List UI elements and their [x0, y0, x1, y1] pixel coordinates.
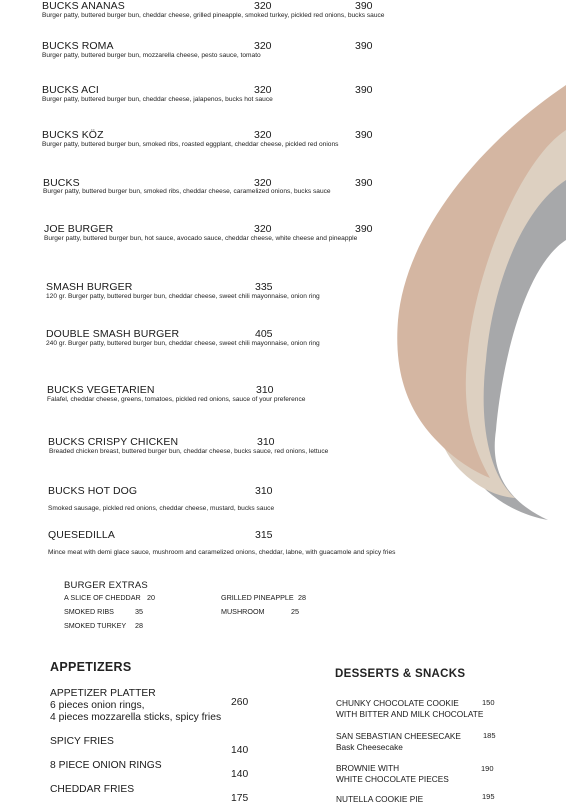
- section-title: DESSERTS & SNACKS: [335, 668, 466, 680]
- item-name: BUCKS CRISPY CHICKEN: [48, 436, 179, 448]
- item-name: SAN SEBASTIAN CHEESECAKE: [336, 731, 461, 741]
- item-price: 260: [231, 697, 249, 708]
- item-name: JOE BURGER: [44, 223, 114, 235]
- item-price: 190: [481, 764, 494, 773]
- item-price: 175: [231, 793, 249, 804]
- extra-price: 25: [291, 607, 299, 616]
- item-name: CHEDDAR FRIES: [50, 784, 135, 795]
- item-name: APPETIZER PLATTER: [50, 688, 156, 699]
- extra-name: SMOKED RIBS: [64, 607, 114, 616]
- item-price-double: 390: [355, 223, 373, 235]
- item-price: 150: [482, 698, 495, 707]
- item-name: BUCKS ACI: [42, 84, 99, 96]
- item-price-double: 390: [355, 129, 373, 141]
- extra-name: A SLICE OF CHEDDAR: [64, 593, 141, 602]
- item-price-single: 320: [254, 129, 272, 141]
- item-price: 310: [256, 384, 274, 396]
- item-detail: WHITE CHOCOLATE PIECES: [336, 774, 449, 784]
- item-description: Burger patty, buttered burger bun, smoked ribs, roasted eggplant, cheddar cheese, pickled red onions: [42, 141, 339, 148]
- item-description: Burger patty, buttered burger bun, smoked ribs, cheddar cheese, caramelized onions, bucks sauce: [43, 188, 331, 195]
- item-description: Breaded chicken breast, buttered burger bun, cheddar cheese, bucks sauce, red onions, lettuce: [49, 448, 329, 455]
- item-description: Smoked sausage, pickled red onions, cheddar cheese, mustard, bucks sauce: [48, 505, 275, 512]
- extra-name: MUSHROOM: [221, 607, 265, 616]
- extra-price: 28: [298, 593, 306, 602]
- item-price-double: 390: [355, 84, 373, 96]
- item-name: SPICY FRIES: [50, 736, 114, 747]
- extra-name: SMOKED TURKEY: [64, 621, 127, 630]
- extra-price: 20: [147, 593, 155, 602]
- item-description: Mince meat with demi glace sauce, mushroom and caramelized onions, cheddar, labne, with guacamole and spicy fries: [48, 549, 396, 556]
- item-price-single: 320: [254, 40, 272, 52]
- item-price: 335: [255, 281, 273, 293]
- item-price-single: 320: [254, 177, 272, 189]
- item-name: CHUNKY CHOCOLATE COOKIE: [336, 698, 459, 708]
- item-price: 140: [231, 769, 249, 780]
- item-price: 310: [257, 436, 275, 448]
- extra-price: 28: [135, 621, 143, 630]
- item-name: BUCKS: [43, 177, 80, 189]
- item-name: BUCKS VEGETARIEN: [47, 384, 155, 396]
- item-name: SMASH BURGER: [46, 281, 133, 293]
- section-title: APPETIZERS: [50, 660, 132, 674]
- item-detail: 6 pieces onion rings,: [50, 700, 145, 711]
- item-price-single: 320: [254, 84, 272, 96]
- item-description: Burger patty, buttered burger bun, cheddar cheese, grilled pineapple, smoked turkey, pickled red onions, bucks sauce: [42, 12, 385, 19]
- extras-title: BURGER EXTRAS: [64, 580, 148, 591]
- extra-price: 35: [135, 607, 143, 616]
- item-name: BROWNIE WITH: [336, 763, 400, 773]
- item-price-double: 390: [355, 0, 373, 12]
- item-price: 185: [483, 731, 496, 740]
- item-description: Falafel, cheddar cheese, greens, tomatoes, pickled red onions, sauce of your preference: [47, 396, 306, 403]
- item-name: NUTELLA COOKIE PIE: [336, 794, 424, 804]
- item-price: 315: [255, 529, 273, 541]
- item-name: BUCKS HOT DOG: [48, 485, 138, 497]
- item-description: 240 gr. Burger patty, buttered burger bun, cheddar cheese, sweet chili mayonnaise, onion ring: [46, 340, 320, 347]
- item-name: DOUBLE SMASH BURGER: [46, 328, 180, 340]
- item-price: 310: [255, 485, 273, 497]
- item-description: Burger patty, buttered burger bun, cheddar cheese, jalapenos, bucks hot sauce: [42, 96, 273, 103]
- extra-name: GRILLED PINEAPPLE: [221, 593, 294, 602]
- item-price-single: 320: [254, 223, 272, 235]
- item-detail: 4 pieces mozzarella sticks, spicy fries: [50, 712, 222, 723]
- item-name: BUCKS ANANAS: [42, 0, 125, 12]
- item-description: Burger patty, buttered burger bun, mozzarella cheese, pesto sauce, tomato: [42, 52, 261, 59]
- item-detail: WITH BITTER AND MILK CHOCOLATE: [336, 709, 484, 719]
- item-description: 120 gr. Burger patty, buttered burger bun, cheddar cheese, sweet chili mayonnaise, onion ring: [46, 293, 320, 300]
- item-price: 405: [255, 328, 273, 340]
- item-price: 140: [231, 745, 249, 756]
- item-description: Burger patty, buttered burger bun, hot sauce, avocado sauce, cheddar cheese, white cheese and pineapple: [44, 235, 358, 242]
- item-price-double: 390: [355, 40, 373, 52]
- item-name: BUCKS KÖZ: [42, 129, 104, 141]
- item-name: QUESEDILLA: [48, 529, 115, 541]
- item-price-double: 390: [355, 177, 373, 189]
- item-price: 195: [482, 792, 495, 801]
- item-detail: Bask Cheesecake: [336, 742, 403, 752]
- item-name: 8 PIECE ONION RINGS: [50, 760, 162, 771]
- item-price-single: 320: [254, 0, 272, 12]
- item-name: BUCKS ROMA: [42, 40, 114, 52]
